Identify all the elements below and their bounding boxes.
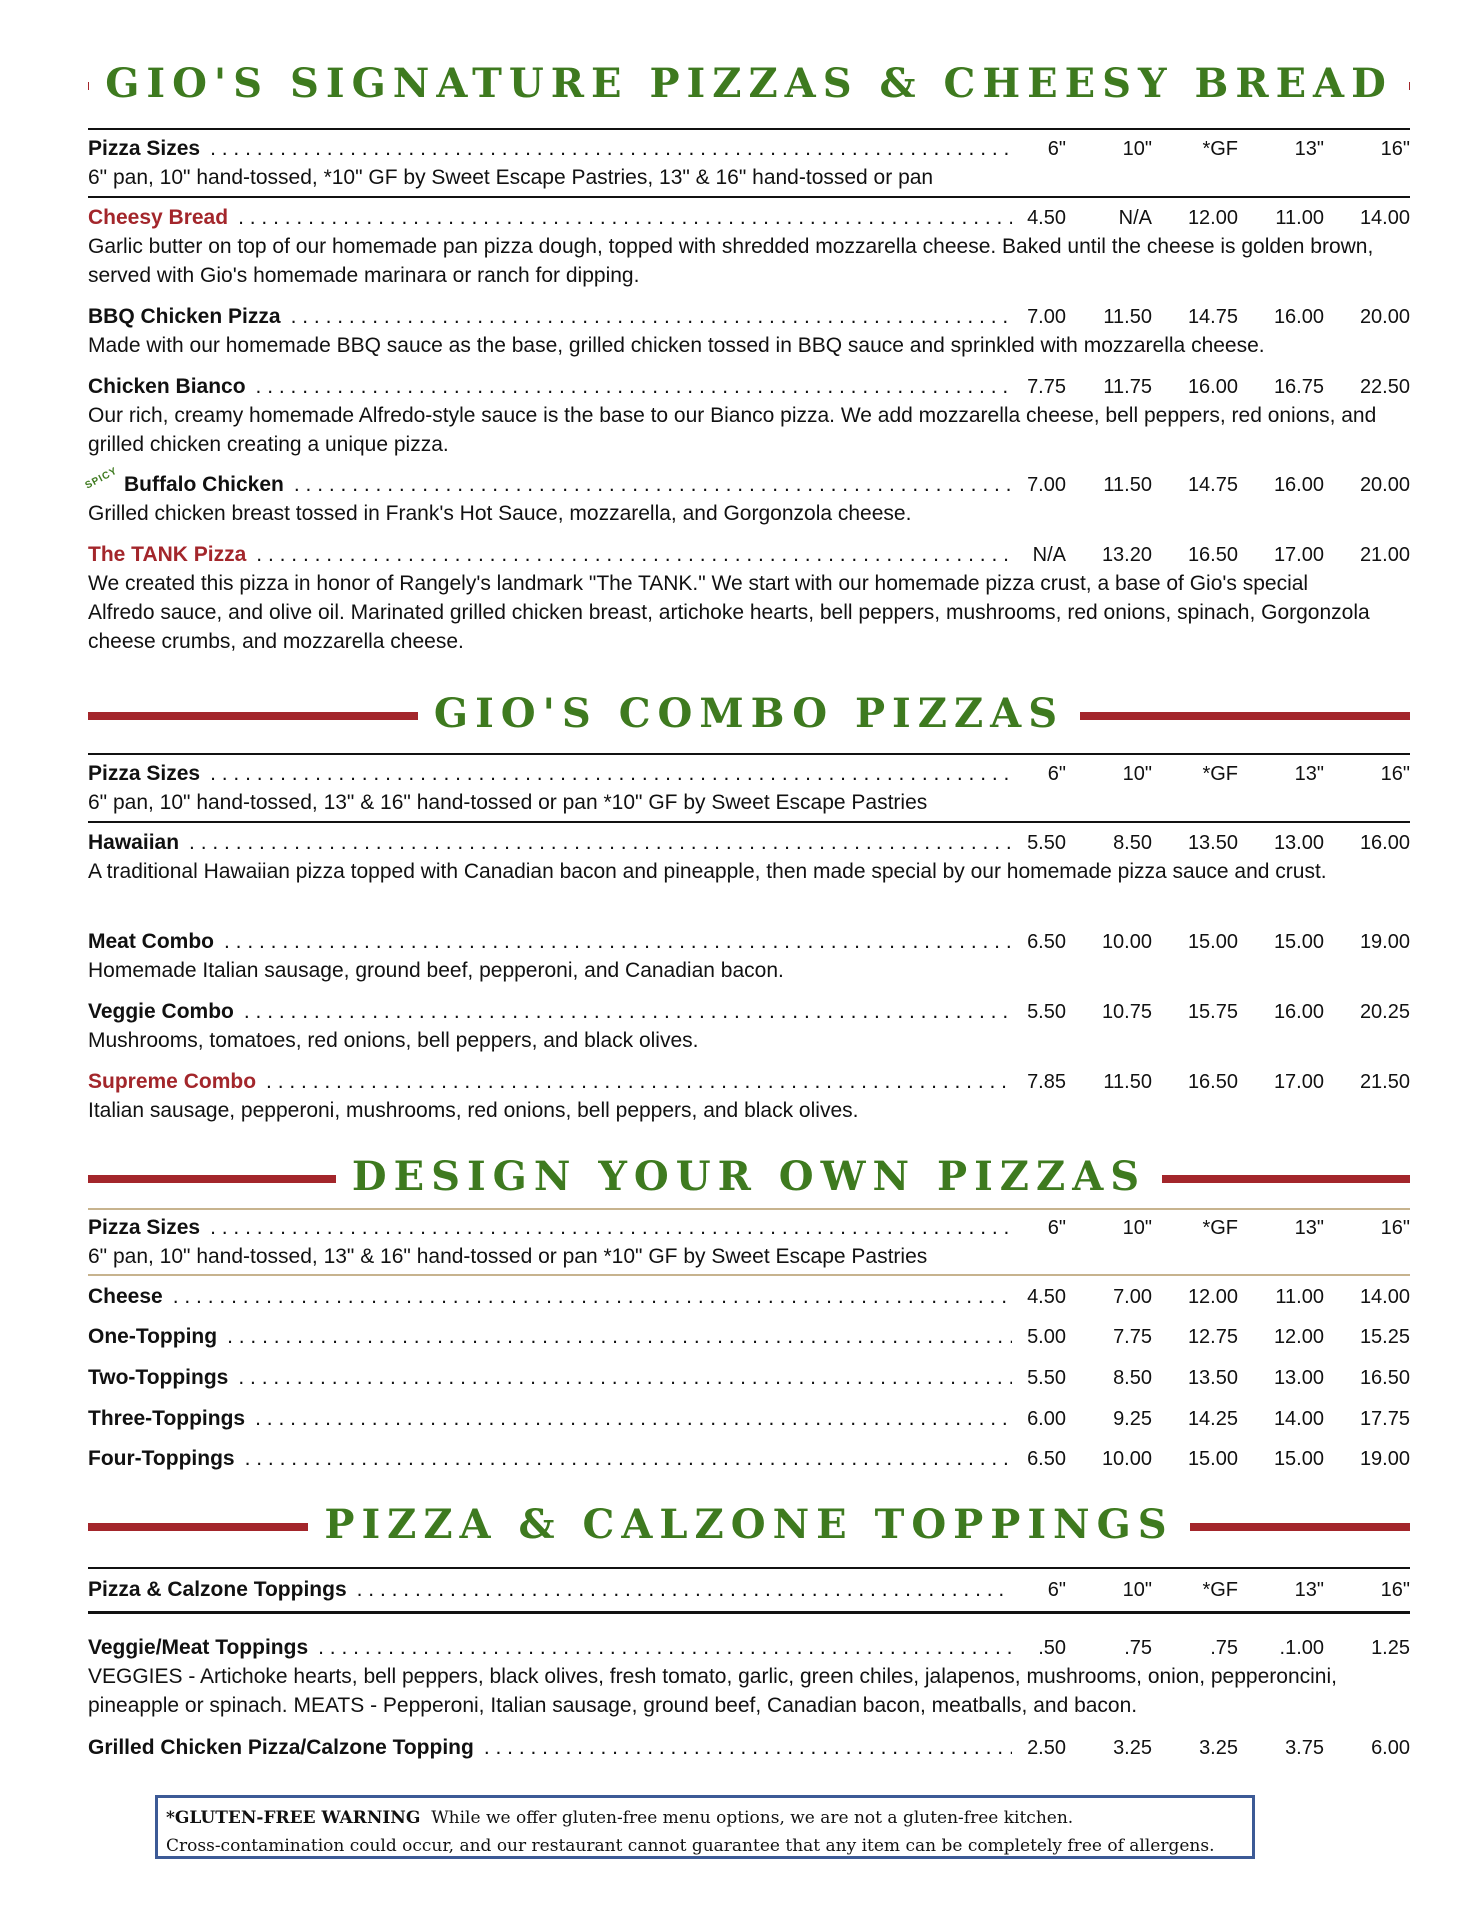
- price-6: 6.50: [1027, 931, 1066, 953]
- size-13: 13": [1294, 138, 1324, 160]
- price-gf: 3.25: [1199, 1737, 1238, 1759]
- size-16: 16": [1380, 1579, 1410, 1601]
- item-name: The TANK Pizza: [88, 543, 247, 566]
- dot-leader: [210, 759, 1012, 789]
- item-name: Meat Combo: [88, 930, 214, 953]
- item-description: Mushrooms, tomatoes, red onions, bell peppers, and black olives.: [88, 1029, 699, 1052]
- size-13: 13": [1294, 763, 1324, 785]
- price-gf: 12.75: [1187, 1326, 1238, 1348]
- item-name: Chicken Bianco: [88, 375, 246, 398]
- title-rule-left: [88, 712, 418, 720]
- price-13: 15.00: [1273, 1448, 1324, 1470]
- title-rule-left: [88, 1523, 308, 1531]
- price-13: 17.00: [1273, 1071, 1324, 1093]
- price-13: 13.00: [1273, 832, 1324, 854]
- price-13: 16.75: [1273, 376, 1324, 398]
- dot-leader: [210, 134, 1012, 164]
- menu-item-row: [88, 1733, 1410, 1763]
- price-6: 6.00: [1027, 1408, 1066, 1430]
- menu-item-row: [88, 540, 1410, 570]
- price-16: 14.00: [1359, 1286, 1410, 1308]
- size-10: 10": [1122, 763, 1152, 785]
- size-13: 13": [1294, 1217, 1324, 1239]
- spicy-tag: SPICY: [83, 465, 120, 492]
- price-16: 19.00: [1359, 1448, 1410, 1470]
- price-13: 16.00: [1273, 474, 1324, 496]
- menu-item-row: [88, 997, 1410, 1027]
- dot-leader: [291, 302, 1012, 332]
- section-heading: DESIGN YOUR OWN PIZZAS: [351, 1152, 1147, 1200]
- sizes-label: Pizza Sizes: [88, 137, 201, 160]
- item-name: Veggie Combo: [88, 1000, 234, 1023]
- dot-leader: [224, 927, 1012, 957]
- menu-item-row: [88, 1067, 1410, 1097]
- price-13: 11.00: [1275, 207, 1324, 229]
- dot-leader: [266, 1067, 1012, 1097]
- warning-label: *GLUTEN-FREE WARNING: [166, 1808, 421, 1828]
- menu-item-row: [88, 1444, 1410, 1474]
- menu-item-row: [88, 302, 1410, 332]
- item-name: Hawaiian: [88, 831, 180, 854]
- size-6: 6": [1047, 763, 1066, 785]
- size-6: 6": [1047, 1579, 1066, 1601]
- item-name: One-Topping: [88, 1325, 218, 1348]
- divider: [88, 1274, 1410, 1276]
- design-section-title: [88, 1151, 1410, 1201]
- size-10: 10": [1122, 1579, 1152, 1601]
- price-gf: 15.75: [1187, 1001, 1238, 1023]
- menu-item-row: [88, 1633, 1410, 1663]
- price-gf: 15.00: [1187, 931, 1238, 953]
- item-description: Garlic butter on top of our homemade pan pizza dough, topped with shredded mozzarella cheese. Baked until the cheese is golden brown, served with Gio's homemade marinara or ranch for dipping.: [88, 235, 1374, 287]
- price-6: 7.85: [1027, 1071, 1066, 1093]
- price-13: 12.00: [1273, 1326, 1324, 1348]
- price-16: 1.25: [1371, 1637, 1410, 1659]
- price-6: 7.00: [1027, 306, 1066, 328]
- item-name: Buffalo Chicken: [124, 473, 284, 496]
- divider: [88, 128, 1410, 130]
- price-13: 16.00: [1273, 306, 1324, 328]
- size-gf: *GF: [1202, 138, 1238, 160]
- price-6: 5.50: [1027, 832, 1066, 854]
- size-16: 16": [1380, 1217, 1410, 1239]
- menu-item-row: [124, 470, 1410, 500]
- item-name: Cheese: [88, 1285, 163, 1308]
- dot-leader: [318, 1633, 1012, 1663]
- price-10: 11.50: [1103, 306, 1152, 328]
- price-gf: 13.50: [1187, 1367, 1238, 1389]
- menu-item-row: [88, 203, 1410, 233]
- price-16: 16.50: [1359, 1367, 1410, 1389]
- size-13: 13": [1294, 1579, 1324, 1601]
- dot-leader: [227, 1322, 1012, 1352]
- sizes-note: 6" pan, 10" hand-tossed, *10" GF by Sweet Escape Pastries, 13" & 16" hand-tossed or pan: [88, 166, 934, 189]
- divider: [88, 1611, 1410, 1614]
- price-6: 4.50: [1027, 1286, 1066, 1308]
- item-description: We created this pizza in honor of Rangely's landmark "The TANK." We start with our homemade pizza crust, a base of Gio's special Alfredo sauce, and olive oil. Marinated grilled chicken breast, artichoke hearts, bell peppers, mushrooms, red onions, spinach, Gorgonzola cheese crumbs, and mozzarella cheese.: [88, 572, 1370, 653]
- dot-leader: [238, 203, 1012, 233]
- sizes-label: Pizza Sizes: [88, 1216, 201, 1239]
- size-16: 16": [1380, 763, 1410, 785]
- price-10: 3.25: [1113, 1737, 1152, 1759]
- item-description: Grilled chicken breast tossed in Frank's Hot Sauce, mozzarella, and Gorgonzola cheese.: [88, 502, 912, 525]
- price-16: 17.75: [1359, 1408, 1410, 1430]
- price-6: 5.50: [1027, 1001, 1066, 1023]
- price-10: 11.50: [1103, 1071, 1152, 1093]
- price-16: 20.25: [1359, 1001, 1410, 1023]
- warning-text-2: Cross-contamination could occur, and our restaurant cannot guarantee that any item can be completely free of allergens.: [166, 1836, 1215, 1856]
- price-16: 6.00: [1371, 1737, 1410, 1759]
- sizes-label: Pizza Sizes: [88, 762, 201, 785]
- menu-item-row: [88, 927, 1410, 957]
- price-10: 11.75: [1103, 376, 1152, 398]
- price-6: 5.00: [1027, 1326, 1066, 1348]
- price-gf: 14.75: [1187, 474, 1238, 496]
- price-6: 7.75: [1027, 376, 1066, 398]
- divider: [88, 753, 1410, 755]
- price-10: 7.00: [1113, 1286, 1152, 1308]
- dot-leader: [256, 372, 1012, 402]
- item-description: A traditional Hawaiian pizza topped with Canadian bacon and pineapple, then made special by our homemade pizza sauce and crust.: [88, 860, 1327, 883]
- sizes-header-row: [88, 1213, 1410, 1243]
- item-name: Two-Toppings: [88, 1366, 229, 1389]
- price-10: 11.50: [1103, 474, 1152, 496]
- price-16: 16.00: [1359, 832, 1410, 854]
- price-13: 16.00: [1273, 1001, 1324, 1023]
- price-10: 7.75: [1113, 1326, 1152, 1348]
- size-gf: *GF: [1202, 763, 1238, 785]
- price-6: 6.50: [1027, 1448, 1066, 1470]
- dot-leader: [357, 1575, 1012, 1605]
- item-name: Grilled Chicken Pizza/Calzone Topping: [88, 1736, 474, 1759]
- title-rule-right: [1080, 712, 1410, 720]
- dot-leader: [210, 1213, 1012, 1243]
- price-6: 2.50: [1027, 1737, 1066, 1759]
- section-heading: GIO'S SIGNATURE PIZZAS & CHEESY BREAD: [105, 59, 1393, 107]
- price-gf: 16.00: [1187, 376, 1238, 398]
- item-name: Veggie/Meat Toppings: [88, 1636, 309, 1659]
- price-gf: 14.75: [1187, 306, 1238, 328]
- dot-leader: [484, 1733, 1012, 1763]
- price-6: .50: [1038, 1637, 1066, 1659]
- menu-item-row: [88, 1322, 1410, 1352]
- item-description: Our rich, creamy homemade Alfredo-style sauce is the base to our Bianco pizza. We add mozzarella cheese, bell peppers, red onions, and grilled chicken creating a unique pizza.: [88, 404, 1377, 456]
- section-heading: GIO'S COMBO PIZZAS: [433, 689, 1065, 737]
- title-rule-left: [88, 1175, 336, 1183]
- price-16: 20.00: [1359, 306, 1410, 328]
- dot-leader: [245, 1444, 1012, 1474]
- price-gf: 16.50: [1187, 1071, 1238, 1093]
- price-gf: 14.25: [1187, 1408, 1238, 1430]
- price-gf: 13.50: [1187, 832, 1238, 854]
- price-13: 3.75: [1285, 1737, 1324, 1759]
- size-10: 10": [1122, 1217, 1152, 1239]
- size-gf: *GF: [1202, 1217, 1238, 1239]
- menu-item-row: [88, 1363, 1410, 1393]
- title-rule-right: [1409, 82, 1410, 90]
- price-13: 11.00: [1275, 1286, 1324, 1308]
- dot-leader: [294, 470, 1012, 500]
- price-10: 13.20: [1101, 544, 1152, 566]
- price-13: 13.00: [1273, 1367, 1324, 1389]
- toppings-label: Pizza & Calzone Toppings: [88, 1578, 347, 1601]
- gluten-free-warning-box: [155, 1795, 1255, 1859]
- price-16: 15.25: [1359, 1326, 1410, 1348]
- price-gf: .75: [1210, 1637, 1238, 1659]
- item-description: Italian sausage, pepperoni, mushrooms, red onions, bell peppers, and black olives.: [88, 1099, 859, 1122]
- size-10: 10": [1122, 138, 1152, 160]
- signature-section-title: [88, 58, 1410, 108]
- item-description: Homemade Italian sausage, ground beef, pepperoni, and Canadian bacon.: [88, 959, 784, 982]
- warning-text-1: While we offer gluten-free menu options, we are not a gluten-free kitchen.: [431, 1808, 1074, 1828]
- size-6: 6": [1047, 1217, 1066, 1239]
- toppings-header-row: [88, 1575, 1410, 1605]
- item-name: BBQ Chicken Pizza: [88, 305, 281, 328]
- divider: [88, 196, 1410, 198]
- price-6: 7.00: [1027, 474, 1066, 496]
- price-16: 22.50: [1359, 376, 1410, 398]
- price-13: 15.00: [1273, 931, 1324, 953]
- price-gf: 12.00: [1187, 1286, 1238, 1308]
- price-6: N/A: [1032, 544, 1066, 566]
- dot-leader: [256, 540, 1012, 570]
- price-6: 5.50: [1027, 1367, 1066, 1389]
- sizes-note: 6" pan, 10" hand-tossed, 13" & 16" hand-tossed or pan *10" GF by Sweet Escape Pastries: [88, 791, 928, 814]
- dot-leader: [244, 997, 1012, 1027]
- dot-leader: [238, 1363, 1012, 1393]
- dot-leader: [173, 1282, 1012, 1312]
- price-10: 10.00: [1101, 931, 1152, 953]
- item-name: Supreme Combo: [88, 1070, 257, 1093]
- size-16: 16": [1380, 138, 1410, 160]
- sizes-note: 6" pan, 10" hand-tossed, 13" & 16" hand-tossed or pan *10" GF by Sweet Escape Pastries: [88, 1245, 928, 1268]
- title-rule-right: [1190, 1523, 1410, 1531]
- price-16: 20.00: [1359, 474, 1410, 496]
- price-10: 10.75: [1101, 1001, 1152, 1023]
- divider: [88, 821, 1410, 823]
- price-13: 17.00: [1273, 544, 1324, 566]
- price-6: 4.50: [1027, 207, 1066, 229]
- title-rule-right: [1162, 1175, 1410, 1183]
- divider: [88, 1208, 1410, 1210]
- price-16: 21.50: [1359, 1071, 1410, 1093]
- item-name: Three-Toppings: [88, 1407, 246, 1430]
- price-16: 14.00: [1359, 207, 1410, 229]
- price-gf: 16.50: [1187, 544, 1238, 566]
- price-10: 10.00: [1101, 1448, 1152, 1470]
- price-16: 21.00: [1359, 544, 1410, 566]
- price-10: N/A: [1118, 207, 1152, 229]
- dot-leader: [189, 828, 1012, 858]
- price-gf: 15.00: [1187, 1448, 1238, 1470]
- combo-section-title: [88, 688, 1410, 738]
- menu-item-row: [88, 1404, 1410, 1434]
- divider: [88, 1567, 1410, 1569]
- dot-leader: [255, 1404, 1012, 1434]
- price-13: 14.00: [1273, 1408, 1324, 1430]
- size-gf: *GF: [1202, 1579, 1238, 1601]
- item-description: Made with our homemade BBQ sauce as the base, grilled chicken tossed in BBQ sauce and sprinkled with mozzarella cheese.: [88, 334, 1265, 357]
- sizes-header-row: [88, 134, 1410, 164]
- item-name: Cheesy Bread: [88, 206, 229, 229]
- price-10: 8.50: [1113, 1367, 1152, 1389]
- menu-item-row: [88, 1282, 1410, 1312]
- price-16: 19.00: [1359, 931, 1410, 953]
- menu-item-row: [88, 828, 1410, 858]
- price-10: 8.50: [1113, 832, 1152, 854]
- price-gf: 12.00: [1187, 207, 1238, 229]
- price-10: 9.25: [1113, 1408, 1152, 1430]
- item-name: Four-Toppings: [88, 1447, 235, 1470]
- item-description: VEGGIES - Artichoke hearts, bell peppers, black olives, fresh tomato, garlic, green chiles, jalapenos, mushrooms, onion, pepperoncini, pineapple or spinach. MEATS - Pepperoni, Italian sausage, ground beef, Canadian bacon, meatballs, and bacon.: [88, 1665, 1337, 1717]
- price-10: .75: [1124, 1637, 1152, 1659]
- section-heading: PIZZA & CALZONE TOPPINGS: [324, 1500, 1174, 1548]
- price-13: .1.00: [1279, 1637, 1324, 1659]
- menu-item-row: [88, 372, 1410, 402]
- toppings-section-title: [88, 1499, 1410, 1549]
- sizes-header-row: [88, 759, 1410, 789]
- warning-line-1: [166, 1804, 1244, 1832]
- size-6: 6": [1047, 138, 1066, 160]
